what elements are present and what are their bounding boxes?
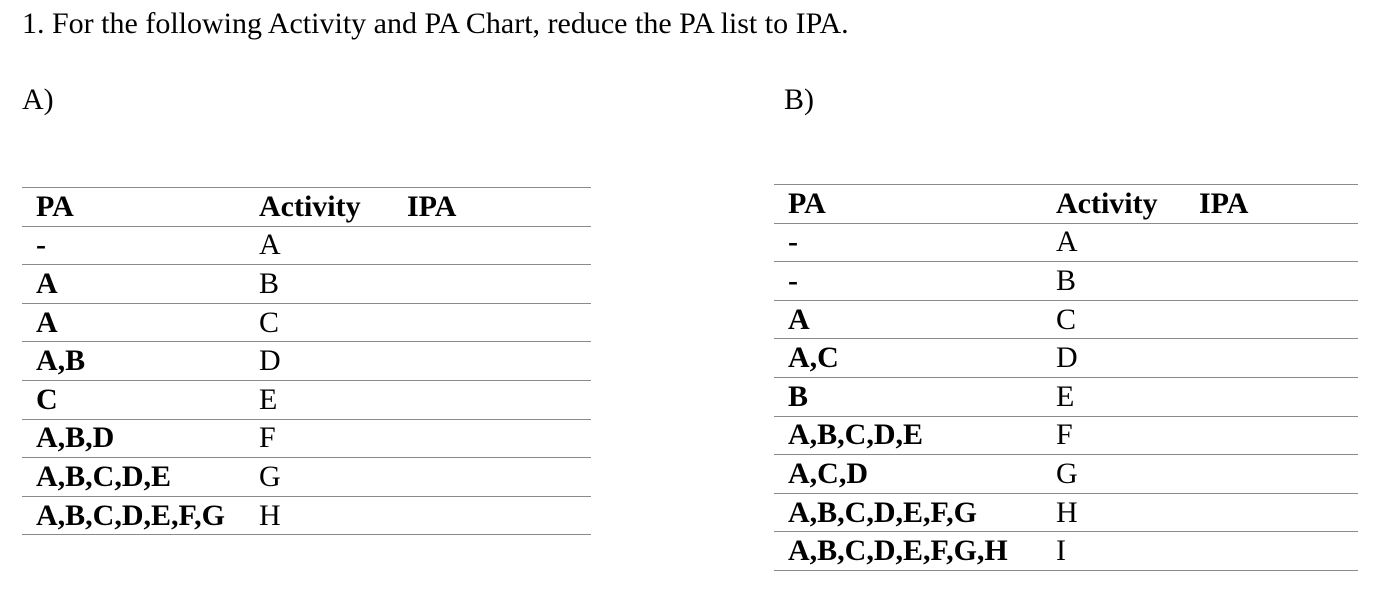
ipa-cell: [393, 458, 591, 497]
pa-cell: -: [774, 262, 1042, 301]
activity-cell: H: [1042, 493, 1185, 532]
pa-cell: A,C,D: [774, 455, 1042, 494]
table-row: [22, 265, 591, 304]
activity-cell: C: [245, 303, 393, 342]
part-a-header-activity: Activity: [245, 188, 393, 227]
pa-cell: -: [22, 226, 245, 265]
table-row: [774, 532, 1358, 571]
ipa-cell: [393, 496, 591, 535]
ipa-cell: [1185, 377, 1358, 416]
ipa-cell: [1185, 300, 1358, 339]
activity-cell: H: [245, 496, 393, 535]
table-row: [22, 419, 591, 458]
activity-cell: F: [245, 419, 393, 458]
activity-cell: G: [1042, 455, 1185, 494]
ipa-cell: [1185, 262, 1358, 301]
part-a-label: A): [22, 83, 54, 116]
activity-cell: B: [1042, 262, 1185, 301]
ipa-cell: [1185, 339, 1358, 378]
ipa-cell: [393, 342, 591, 381]
part-a-table-body: [22, 188, 591, 535]
activity-cell: D: [1042, 339, 1185, 378]
ipa-cell: [1185, 493, 1358, 532]
pa-cell: A,B,C,D,E,F,G: [774, 493, 1042, 532]
table-row: [774, 223, 1358, 262]
activity-cell: I: [1042, 532, 1185, 571]
table-row: [22, 458, 591, 497]
pa-cell: A: [22, 303, 245, 342]
ipa-cell: [393, 380, 591, 419]
ipa-cell: [393, 419, 591, 458]
activity-cell: D: [245, 342, 393, 381]
pa-cell: A,B,C,D,E,F,G: [22, 496, 245, 535]
ipa-cell: [1185, 223, 1358, 262]
pa-cell: A,B: [22, 342, 245, 381]
activity-cell: G: [245, 458, 393, 497]
part-b-header-row: [774, 185, 1358, 224]
pa-cell: A,B,C,D,E: [774, 416, 1042, 455]
table-row: [774, 416, 1358, 455]
part-a-header-pa: PA: [22, 188, 245, 227]
table-row: [22, 496, 591, 535]
table-row: [774, 300, 1358, 339]
pa-cell: -: [774, 223, 1042, 262]
part-b-header-pa: PA: [774, 185, 1042, 224]
activity-cell: A: [245, 226, 393, 265]
table-row: [774, 339, 1358, 378]
part-b-table: [774, 184, 1358, 571]
pa-cell: A,B,D: [22, 419, 245, 458]
table-row: [774, 262, 1358, 301]
table-row: [774, 377, 1358, 416]
part-b-table-body: [774, 185, 1358, 571]
part-b-label: B): [784, 83, 814, 116]
pa-cell: A,B,C,D,E,F,G,H: [774, 532, 1042, 571]
table-row: [22, 342, 591, 381]
pa-cell: A: [22, 265, 245, 304]
pa-cell: A,C: [774, 339, 1042, 378]
ipa-cell: [393, 265, 591, 304]
ipa-cell: [393, 226, 591, 265]
activity-cell: B: [245, 265, 393, 304]
activity-cell: F: [1042, 416, 1185, 455]
table-row: [22, 303, 591, 342]
activity-cell: E: [245, 380, 393, 419]
pa-cell: A: [774, 300, 1042, 339]
part-b-header-activity: Activity: [1042, 185, 1185, 224]
part-a-header-ipa: IPA: [393, 188, 591, 227]
ipa-cell: [1185, 532, 1358, 571]
pa-cell: C: [22, 380, 245, 419]
table-row: [22, 380, 591, 419]
ipa-cell: [1185, 416, 1358, 455]
pa-cell: B: [774, 377, 1042, 416]
activity-cell: C: [1042, 300, 1185, 339]
table-row: [22, 226, 591, 265]
part-b-header-ipa: IPA: [1185, 185, 1358, 224]
part-a-table: [22, 187, 591, 535]
activity-cell: E: [1042, 377, 1185, 416]
activity-cell: A: [1042, 223, 1185, 262]
part-a-header-row: [22, 188, 591, 227]
pa-cell: A,B,C,D,E: [22, 458, 245, 497]
ipa-cell: [393, 303, 591, 342]
table-row: [774, 455, 1358, 494]
ipa-cell: [1185, 455, 1358, 494]
question-text: 1. For the following Activity and PA Chart, reduce the PA list to IPA.: [22, 7, 849, 40]
table-row: [774, 493, 1358, 532]
